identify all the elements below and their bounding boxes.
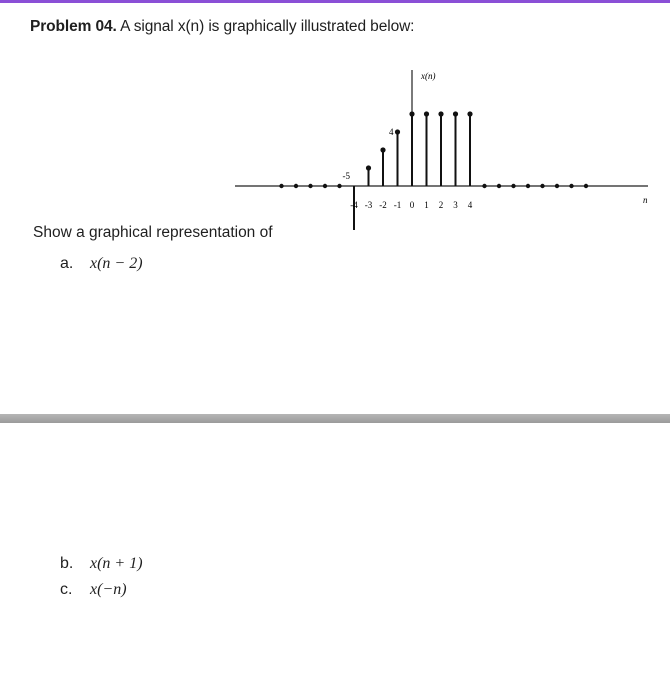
zero-dot-n8 [526, 184, 530, 188]
stem-dot-n-1 [395, 129, 400, 134]
section-divider [0, 414, 670, 423]
part-a-letter: a. [60, 255, 74, 272]
y-axis-label: x(n) [421, 71, 436, 81]
tick-labels-group [350, 200, 473, 210]
zero-dot-n-5 [337, 184, 341, 188]
zero-dot-n11 [569, 184, 573, 188]
x-tick-label: 4 [467, 200, 473, 210]
part-c-expression: x(−n) [90, 581, 127, 598]
x-tick-label: -3 [364, 200, 373, 210]
stem-dot-n-3 [366, 165, 371, 170]
x-tick-label: 1 [424, 200, 429, 210]
x-tick-label: -1 [393, 200, 402, 210]
part-c [60, 581, 127, 599]
stems-group [351, 111, 472, 230]
zero-dot-n9 [540, 184, 544, 188]
zero-dot-n-7 [308, 184, 312, 188]
signal-stem-plot [0, 0, 670, 230]
zero-dot-n-6 [323, 184, 327, 188]
problem-statement: A signal x(n) is graphically illustrated below: [120, 18, 415, 35]
x-tick-label: -2 [379, 200, 387, 210]
x-tick-label: 2 [438, 200, 444, 210]
zero-dot-n7 [511, 184, 515, 188]
stem-dot-n4 [467, 111, 472, 116]
zero-dot-n-8 [294, 184, 298, 188]
x-axis-label: n [643, 195, 648, 205]
part-a [60, 255, 143, 273]
zero-dot-n5 [482, 184, 486, 188]
stem-dot-n3 [453, 111, 458, 116]
instruction-text: Show a graphical representation of [33, 224, 273, 241]
part-c-letter: c. [60, 581, 73, 598]
x-tick-label: -4 [350, 200, 358, 210]
part-b-letter: b. [60, 555, 74, 572]
part-b-expression: x(n + 1) [90, 555, 143, 572]
value-label: 4 [389, 127, 394, 137]
zero-dot-n12 [584, 184, 588, 188]
value-label: -5 [342, 171, 350, 181]
zero-dot-n10 [555, 184, 559, 188]
stem-dot-n1 [424, 111, 429, 116]
problem-number: Problem 04. [30, 18, 117, 35]
part-b [60, 555, 143, 573]
stem-dot-n0 [409, 111, 414, 116]
zero-dot-n-9 [279, 184, 283, 188]
part-a-expression: x(n − 2) [90, 255, 143, 272]
x-tick-label: 3 [453, 200, 458, 210]
x-tick-label: 0 [409, 200, 415, 210]
zero-dot-n6 [497, 184, 501, 188]
stem-dot-n2 [438, 111, 443, 116]
stem-dot-n-2 [380, 147, 385, 152]
